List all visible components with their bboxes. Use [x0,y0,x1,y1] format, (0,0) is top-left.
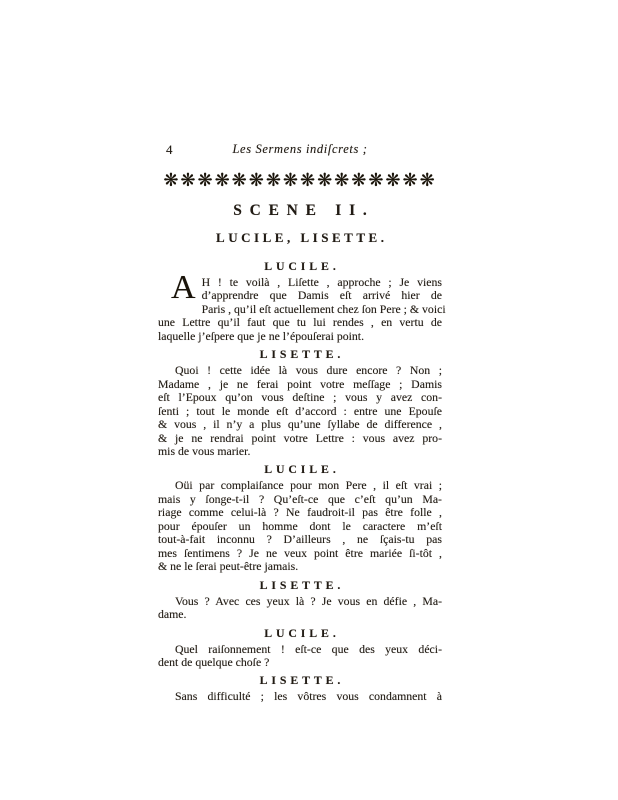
text-line: une Lettre qu’il faut que tu lui rendes , en vertu de [158,315,442,330]
text-line: mes ſentimens ? Je ne veux point être mariée ſi-tôt , [158,545,442,560]
text-line: ſenti ; tout le monde eſt d’accord : entre une Epouſe [158,403,442,418]
speaker-heading: LISETTE. [259,347,345,362]
text-line: mais y ſonge-t-il ? Qu’eſt-ce que c’eſt qu’un Ma- [158,491,442,506]
text-line: Vous ? Avec ces yeux là ? Je vous en défie , Ma- [175,593,442,608]
speech [158,269,446,343]
text-line: & je ne rendrai point votre Lettre : vous avez pro- [158,430,442,445]
text-line: eſt l’Epoux qu’on vous deſtine ; vous y avez con- [158,390,442,405]
text-line: mis de vous marier. [158,443,251,458]
text-line: Quoi ! cette idée là vous dure encore ? Non ; [175,363,442,378]
text-line: dent de quelque choſe ? [158,654,270,669]
speaker-heading: LISETTE. [259,673,345,688]
text-line: Oüi par complaiſance pour mon Pere , il eſt vrai ; [175,478,442,493]
speech [158,643,442,670]
text-line: Sans difficulté ; les vôtres vous condamnent à [175,689,442,704]
speaker-heading: LUCILE. [264,259,340,273]
speaker-heading: LUCILE. [264,462,340,477]
text-line: laquelle j’eſpere que je ne l’épouſerai point. [158,328,365,343]
text-line: Madame , je ne ferai point votre meſſage ; Damis [158,376,442,391]
text-line: pour épouſer un homme dont le caractere m’eſt [158,518,442,533]
speaker-heading: LISETTE. [259,577,345,592]
text-line: & vous , il n’y a plus qu’une ſyllabe de difference , [158,417,442,432]
text-line: & ne le ſerai peut-être jamais. [158,559,299,574]
ornament-band: ❋❋❋❋❋❋❋❋❋❋❋❋❋❋❋❋ [163,171,437,190]
text-line: d’apprendre que Damis eſt arrivé hier de [201,288,442,303]
drop-cap: A [171,269,196,306]
scene-heading: SCENE II. [233,202,375,219]
page-number: 4 [166,142,173,157]
text-line: tout-à-fait inconnu ? D’ailleurs , ne ſçais-tu pas [158,532,442,547]
speech [158,690,442,703]
running-title: Les Sermens indiſcrets ; [232,142,368,156]
speech [158,364,442,458]
text-line: Paris , qu’il eſt actuellement chez ſon Pere ; & voici [201,301,446,316]
text-line: riage comme celui-là ? Ne faudroit-il pas être folle , [158,505,442,520]
dialogue [158,259,446,704]
text-line: Quel raiſonnement ! eſt-ce que des yeux déci- [175,641,442,656]
speaker-heading: LUCILE. [264,625,340,640]
page-header [158,142,442,158]
text-line: dame. [158,607,187,622]
characters-line: LUCILE, LISETTE. [216,230,388,245]
text-block [158,142,446,704]
speech [158,595,442,622]
speech [158,479,442,573]
text-line: H ! te voilà , Liſette , approche ; Je viens [201,275,442,289]
